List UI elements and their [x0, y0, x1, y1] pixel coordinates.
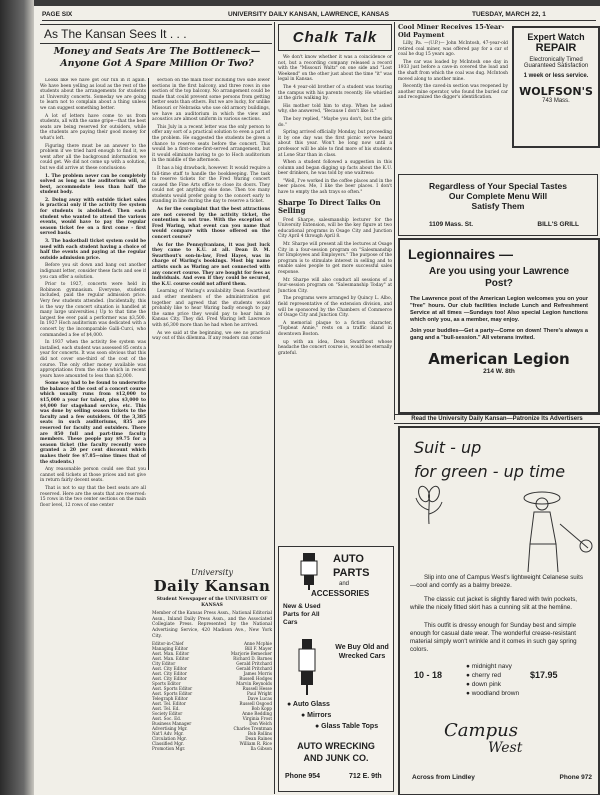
paragraph: We don't know whether it was a coincidence or not, but a recording company released a record with the "Missouri Waltz" on one side and "Lost Weekend" on the other just about the time "it" was legal in Kansas.	[278, 55, 392, 83]
paragraph: Mr. Sharpe will also conduct all sessions of a four-session program on "Salesmanship Today" at Junction City.	[278, 277, 392, 294]
auto-item: ● Auto Glass	[287, 701, 330, 708]
ad-watch-repair	[512, 26, 600, 148]
color-option: ● cherry red	[466, 672, 501, 679]
grill-l1: Regardless of Your Special Tastes	[429, 181, 567, 191]
staff-role: Asst. Tel. Ed.	[152, 706, 180, 712]
issue-date: TUESDAY, MARCH 22, 1	[472, 11, 546, 18]
suit-price: $17.95	[530, 670, 558, 680]
paragraph: Figuring there must be an answer to the problem if we tried hard enough to find it, we went after all the background information we could get. We did not come up with a solution, but we did arrive at these conclusions:	[40, 143, 146, 171]
auto-new: New & Used Parts for All Cars	[283, 603, 321, 626]
staff-role: Business Manager	[152, 721, 192, 727]
patronize-line: Read the University Daily Kansan—Patronize Its Advertisers	[394, 414, 600, 424]
paragraph: It has a big drawback, however. It would require a full-time staff to handle the bookkeeping. The task to reserve tickets for the Fred Waring concert caused the Fine Arts office to close its doors. They could not get anything else done. Then too many students would prefer going to the concert early to standing in line during the day to reserve a ticket.	[152, 165, 270, 205]
suit-p3: This outfit is dressy enough for Sunday best and simple enough for casual date wear. The wonderful crease-resistant material simply won't wrinkle and it comes in such gay spring colors.	[410, 622, 577, 653]
editorial-headline: Money and Seats Are The Bottleneck— Anyone Got A Spare Million Or Two?	[53, 46, 261, 69]
suit-h1: Suit - up	[414, 438, 482, 457]
legion-body2: Join your buddies—Get a party—Come on down! There's always a gang and a "bull-session." All veterans invited.	[410, 328, 588, 341]
staff-role: Editor-in-Chief	[152, 641, 184, 647]
legion-body: The Lawrence post of the American Legion welcomes you on your "free" hours. Our club facilities include Lunch and Refreshment Service at all times —Sundays too! Also special Legion functions which only you, as a member, may enjoy.	[410, 296, 588, 323]
logo-campus: Campus	[444, 720, 518, 741]
newspaper-page	[34, 6, 600, 795]
staff-role: Asst. Tel. Editor	[152, 701, 186, 707]
watch-l2: REPAIR	[535, 42, 577, 54]
editorial-col-1	[40, 78, 146, 792]
color-option: ● woodland brown	[466, 690, 520, 697]
staff-person: Dean Raines	[245, 736, 272, 742]
grill-addr: 1109 Mass. St.	[429, 221, 474, 228]
sharpe-headline: Sharpe To Direct Talks On Selling	[278, 197, 381, 216]
staff-person: Bob Kopp	[251, 706, 272, 712]
column-banner	[40, 24, 272, 44]
staff-role: Advertising Mgr.	[152, 726, 188, 732]
staff-list	[152, 641, 272, 751]
ad-auto-wrecking	[278, 546, 394, 792]
paragraph: Learning of Waring's availability Dean Swarthout and other members of the administration got together and agreed that the students would probably like to hear Waring badly enough to pay the same price they would pay to hear him in Kansas City. They did. Fred Waring left Lawrence with $6,300 more than he had when he arrived.	[152, 289, 270, 328]
grill-l2: Our Complete Menu Will	[448, 191, 548, 201]
watch-l3: Electronically Timed	[529, 57, 583, 63]
staff-role: Nat'l Adv. Mgr.	[152, 731, 184, 737]
staff-person: Ila Gibson	[250, 746, 272, 752]
staff-person: Charles Trentman	[233, 726, 272, 732]
paragraph: As we said at the beginning, we see no practical way out of this dilemma. If any readers can come	[152, 330, 270, 342]
page-header	[42, 10, 596, 21]
paragraph: Recently the caved-in section was reopened by another mine operator, who found the buried car and recognized the digger's identification.	[398, 84, 508, 101]
staff-role: Asst. Soc. Ed.	[152, 716, 182, 722]
staff-person: Richard D. Barnes	[233, 656, 272, 662]
column-rule	[148, 78, 149, 470]
auto-items	[287, 699, 391, 732]
paragraph: up with an idea, Dean Swarthout whose headache the concert course is, would be eternally grateful.	[278, 339, 392, 356]
masthead-prefix: University	[191, 568, 233, 577]
color-option: ● down pink	[466, 681, 502, 688]
staff-person: James Morris	[243, 671, 272, 677]
staff-role: Asst. Sports Editor	[152, 691, 193, 697]
staff-role: Asst. City Editor	[152, 676, 187, 682]
staff-person: Gerald Pritchard	[236, 661, 272, 667]
column-rule	[394, 22, 395, 420]
watch-l4: Guaranteed Satisfaction	[523, 63, 589, 69]
paragraph: Mr. Sharpe will present all the lectures at Osage City in a four-session program on "Salesmanship for Employees and Employers." The purpose of the program is to stimulate interest in selling and to enable sales people to get more successful sales response.	[278, 242, 392, 275]
auto-name1: AUTO WRECKING	[297, 741, 375, 751]
chalk-talk	[278, 24, 392, 524]
campus-west-logo	[444, 720, 554, 760]
spark-plug-icon	[289, 637, 325, 701]
chalk-talk-title: Chalk Talk	[278, 24, 392, 51]
ad-american-legion	[398, 238, 600, 414]
auto-addr: 712 E. 9th	[349, 773, 382, 780]
paragraph: As for the Pennsylvanians, it was just luck they came to K.U. at all. Dean D. M. Swarthout's son-in-law, Fred Hayes, was in charge of Waring's bookings. Most big name artists such as Waring are not connected with any concert course. They are bought for fees as individuals. And even if they could be secured, the K.U. course could not afford them.	[152, 242, 270, 287]
auto-item: ● Glass Table Tops	[315, 723, 379, 730]
auto-l3: and	[339, 581, 350, 587]
staff-role: Asst. Man. Editor	[152, 651, 190, 657]
paragraph: Spring arrived officially Monday, but proceeding it by one day was the first picnic we've heard about this year. Won't be long now until a professor will be able to find more of his students at Lone Star than in class.	[278, 130, 392, 158]
color-option: ● midnight navy	[466, 663, 512, 670]
auto-l1: AUTO	[333, 553, 364, 565]
staff-role: Asst. City Editor	[152, 666, 187, 672]
page-number: PAGE SIX	[42, 11, 73, 18]
staff-role: Promotion Mgr.	[152, 746, 186, 752]
staff-role: Asst. Man. Editor	[152, 656, 190, 662]
logo-west: West	[488, 740, 523, 756]
auto-item: ● Mirrors	[301, 712, 332, 719]
auto-phone: Phone 954	[285, 773, 321, 780]
paragraph: Any reasonable person could see that you cannot sell tickets at those prices and not give in return fairly decent seats.	[40, 467, 146, 484]
staff-person: Russell Osgood	[239, 701, 272, 707]
suit-colors	[466, 662, 519, 698]
paragraph: 3. The basketball ticket system could be used with each student having a choice of half the events and paying at the regular outside admission price.	[40, 239, 146, 261]
paragraph: The 4 year-old brother of a student was touring the campus with his parents recently. He whistled at the girls walking by.	[278, 84, 392, 102]
masthead-blurb: Member of the Kansas Press Assn., National Editorial Assn., Inland Daily Press Assn., and the Associated Collegiate Press. Represented by the National Advertising Service, 420 Madison Ave., New York City.	[152, 611, 272, 639]
paragraph: Some way had to be found to underwrite the balance of the cost of a concert course which usually runs from $12,000 to $15,000 a year for talent, plus $3,000 to $4,000 for stagehand service, etc. This was done by selling season tickets to the faculty and a few outsiders. Of the 3,385 seats in such auditoriums, 835 are reserved for faculty and outsiders. There are 850 full and part-time faculty members. These people pay $9.75 for a season ticket (the faculty recently were granted a 20 per cent discount which makes their fee $7.85—nine times that of the students.)	[40, 381, 146, 465]
paragraph: 1. The problem never can be completely solved as long as the auditorium will, at best, accommodate less than half the student body.	[40, 173, 146, 196]
staff-person: Virginia Frost	[242, 716, 272, 722]
staff-person: Bob Rollins	[247, 731, 272, 737]
binding-fold	[0, 0, 34, 795]
watch-l7: 743 Mass.	[542, 98, 570, 104]
legion-addr: 214 W. 8th	[483, 368, 515, 375]
staff-person: Anne Redding	[242, 711, 272, 717]
staff-role: City Editor	[152, 661, 176, 667]
staff-role: Asst. Sports Editor	[152, 686, 193, 692]
paragraph: That is not to say that the best seats are all reserved. Here are the seats that are reserved: 15 rows in the two center sections on the main floor level, 12 rows of one center	[40, 485, 146, 508]
staff-row	[152, 746, 272, 751]
masthead-sub: Student Newspaper of the UNIVERSITY OF KANSAS	[156, 597, 268, 608]
staff-person: Marvin Reynolds	[236, 681, 272, 687]
grill-name: BILL'S GRILL	[537, 221, 579, 228]
staff-person: Gerald Pritchard	[236, 666, 272, 672]
grill-l3: Satisfy Them	[471, 201, 525, 211]
paragraph: The car was loaded by McIntosh one day in 1933 just before a cave-in covered the load and the shaft from which the coal was dug. McIntosh moved along to another mine.	[398, 59, 508, 82]
editorial-col-2	[152, 78, 270, 468]
staff-person: Dave Lucas	[247, 696, 272, 702]
staff-person: William R. Rice	[239, 741, 272, 747]
suit-across: Across from Lindley	[412, 774, 475, 781]
auto-l4: ACCESSORIES	[311, 589, 370, 598]
ad-bills-grill	[398, 174, 598, 236]
ad-campus-west	[398, 426, 600, 795]
staff-person: Russell Hesse	[242, 686, 272, 692]
flower-icon	[410, 484, 448, 530]
column-rule	[274, 22, 275, 794]
banner-text: As The Kansan Sees It . . .	[44, 27, 187, 41]
paragraph: His mother told him to stop. When he asked why, she answered, "Because I don't like it."	[278, 103, 392, 115]
staff-role: Asst. City Editor	[152, 671, 187, 677]
masthead	[152, 568, 272, 790]
suit-p1: Slip into one of Campus West's lightweight Celanese suits—cool and comfy as a balmy breeze.	[410, 574, 583, 589]
staff-person: Paul Wright	[246, 691, 272, 697]
masthead-name: Daily Kansan	[153, 577, 271, 595]
staff-person: Anne Mcphie	[243, 641, 272, 647]
staff-role: Society Editor	[152, 711, 183, 717]
paragraph: As for the complaint that the best attractions are not covered by the activity ticket, the contention is not true. With the exception of Fred Waring, what event can you name that would compare with those offered on the concert course?	[152, 207, 270, 241]
legion-name: American Legion	[428, 350, 570, 368]
staff-person: Russell Hodges	[239, 676, 272, 682]
cool-miner-headline: Cool Miner Receives 15-Year-Old Payment	[398, 24, 505, 39]
paragraph: Fred Sharpe, salesmanship lecturer for the University Extension, will be the key figure at two educational programs in Osage City and Junction City April 4 through April 8.	[278, 217, 392, 240]
watch-l5: 1 week or less service.	[523, 73, 589, 79]
suit-sizes: 10 - 18	[414, 670, 443, 680]
paragraph: A memorial plaque to a fiction character, "Topbeat Annie," rests on a traffic island in downtown Boston.	[278, 320, 392, 337]
staff-role: Circulation Mgr.	[152, 736, 187, 742]
paragraph: In 1937 when the activity fee system was installed, each student was assessed 85 cents a year for concerts. It was soon obvious that this did not cover one-third of the cost of the course. The only other money available was appropriations from the state which in recent years have amounted to less than $2,000.	[40, 340, 146, 379]
suit-phone: Phone 972	[559, 774, 592, 781]
fashion-figure	[516, 484, 594, 578]
staff-role: Sports Editor	[152, 681, 181, 687]
paper-name: UNIVERSITY DAILY KANSAN, LAWRENCE, KANSAS	[228, 11, 389, 18]
paragraph: Lilly, Pa. —(U.P.)— John McIntosh, 47-year-old retired coal miner, was offered pay for a car of coal he dug 15 years ago.	[398, 41, 508, 58]
watch-l6: WOLFSON'S	[519, 85, 593, 98]
staff-person: Don Welch	[249, 721, 272, 727]
paragraph: section on the main floor including two side lower sections in the first balcony, and three rows in one section of the top balcony. No arrangement could be made that could prevent some persons from getting better seats than others. But we are lucky, for unlike Missouri or Nebraska who use old armory buildings, we have an auditorium in which the view and acoustics are almost uniform in various sections.	[152, 78, 270, 123]
watch-l1: Expert Watch	[527, 32, 585, 42]
legion-question: Are you using your Lawrence Post?	[428, 266, 570, 289]
paragraph: 2. Doing away with outside ticket sales is practical only if the activity fee system for students is abolished. Then each student who wanted to attend the various events, would have to pay the regular season ticket fee on a first come - first served basis.	[40, 197, 146, 237]
paragraph: Before you sit down and bang out another indignant letter, consider these facts and see if you can offer a solution.	[40, 263, 146, 280]
staff-role: Telegraph Editor	[152, 696, 188, 702]
cool-miner-story	[398, 24, 508, 174]
auto-buy: We Buy Old and Wrecked Cars	[335, 644, 389, 660]
paragraph: This July in a recent letter was the only person to offer any sort of a practical solution to even a part of the problem. He suggested the students be given a chance to reserve seats before the concert. This would be a first-come-first-served arrangement, but it would eliminate having to go to Hoch auditorium in the middle of the afternoon.	[152, 124, 270, 164]
paragraph: Prior to 1927, concerts were held in Robinson gymnasium. Everyone, students included, paid the regular admission price. Very few students attended. (Incidentally, this is the way the concert situation is handled at many large universities.) Up to that time the largest fee ever paid a performer was $3,500. In 1927 Hoch auditorium was dedicated with a concert by the incomparable Galli-Curci, who commanded a fee of $4,000.	[40, 282, 146, 338]
staff-person: Bill F. Mayer	[245, 646, 272, 652]
staff-role: Classified Mgr.	[152, 741, 184, 747]
paragraph: The programs were arranged by Quincy L. Albo, field representative of the extension division, and will be sponsored by the Chambers of Commerce of Osage City and Junction City.	[278, 296, 392, 319]
paragraph: "Well, I've worked in the coffee places and in the beer places. Me, I like the beer places. I don't have to empty the ash trays so often."	[278, 178, 392, 196]
paragraph: Looks like we have got our fun in it again. We have been yelling as loud as the rest of the students about the arrangements for students at University concerts. Someday we are going to learn not to complain about a thing unless we can suggest something better.	[40, 78, 146, 111]
legion-headline: Legionnaires —	[408, 246, 514, 262]
paragraph: A lot of letters have come to us from students, all with the same gripe—that the best seats are being reserved for outsiders, while the students are paying their good money for what's left.	[40, 113, 146, 141]
auto-name2: AND JUNK CO.	[303, 753, 369, 763]
auto-l2: PARTS	[333, 567, 370, 579]
paragraph: The boy replied, "Maybe you don't, but the girls do."	[278, 116, 392, 128]
suit-p2: The classic cut jacket is slightly flared with twin pockets, while the nicely fitted skirt has a cunning slit at the hemline.	[410, 596, 578, 611]
suit-h2: for green - up time	[414, 462, 566, 481]
staff-role: Managing Editor	[152, 646, 188, 652]
paragraph: When a student followed a suggestion in this column and began digging up facts about the K.U. beer drinkers, he was told by one waitress:	[278, 160, 392, 177]
staff-person: Marjorie Bemecker	[230, 651, 272, 657]
